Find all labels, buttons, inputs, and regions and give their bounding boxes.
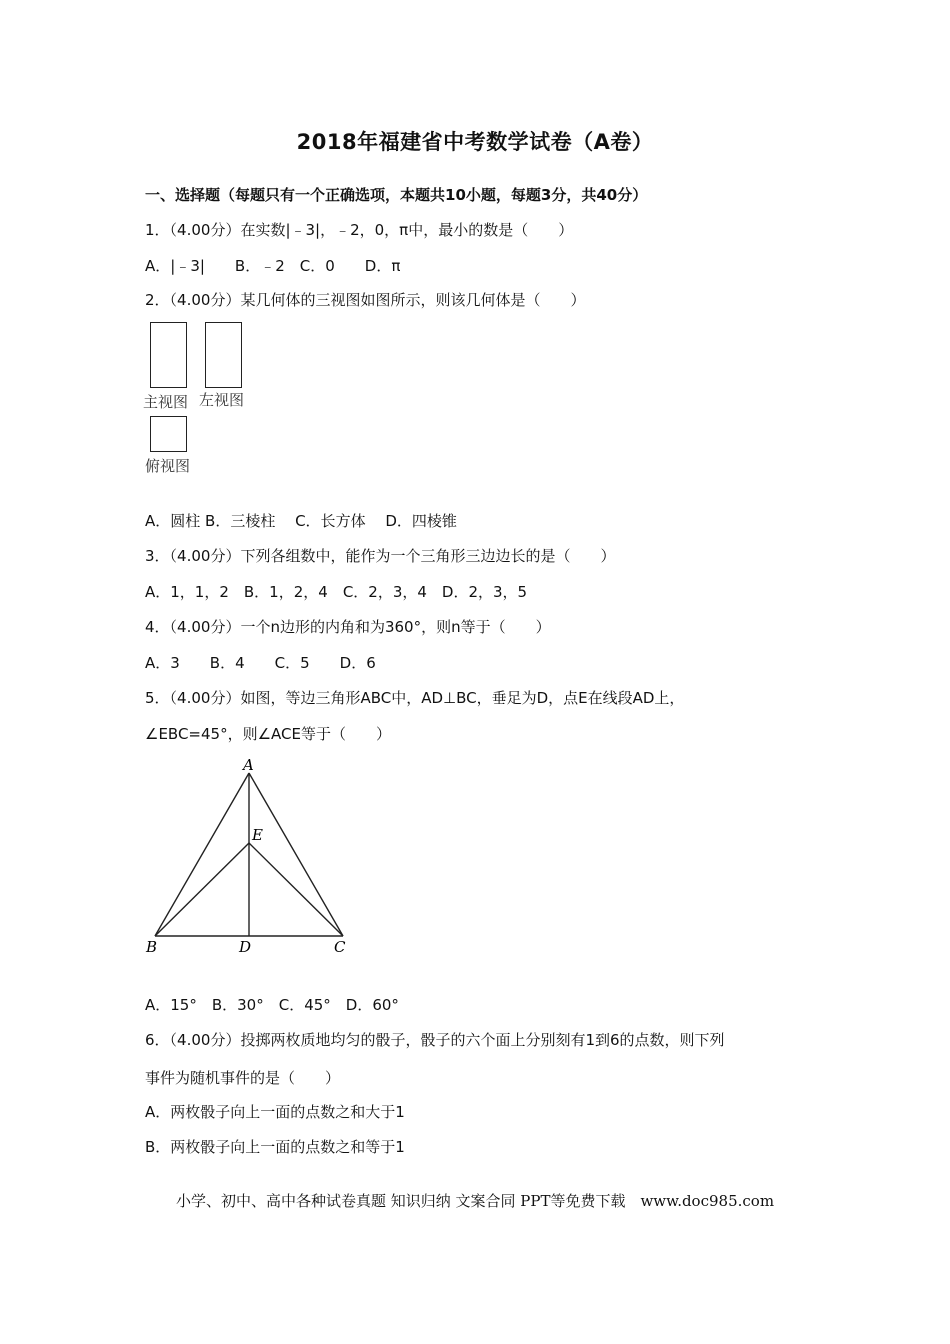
question-4-stem: 4．（4.00分）一个n边形的内角和为360°，则n等于（ ）	[145, 618, 551, 636]
label-d: D	[239, 938, 252, 956]
question-5-options: A．15° B．30° C．45° D．60°	[145, 996, 399, 1014]
question-5-stem-line1: 5．（4.00分）如图，等边三角形ABC中，AD⊥BC，垂足为D，点E在线段AD上，	[145, 689, 685, 707]
question-2-stem: 2．（4.00分）某几何体的三视图如图所示，则该几何体是（ ）	[145, 291, 586, 309]
question-6-option-a: A．两枚骰子向上一面的点数之和大于1	[145, 1103, 405, 1121]
front-view-rect	[150, 322, 187, 388]
question-6-stem-line1: 6．（4.00分）投掷两枚质地均匀的骰子，骰子的六个面上分别刻有1到6的点数，则下列	[145, 1031, 725, 1049]
question-6-option-b: B．两枚骰子向上一面的点数之和等于1	[145, 1138, 405, 1156]
top-view-rect	[150, 416, 187, 452]
label-b: B	[146, 938, 158, 956]
question-1-options: A．|﹣3| B．﹣2 C．0 D．π	[145, 257, 401, 275]
question-1-stem: 1．（4.00分）在实数|﹣3|，﹣2，0，π中，最小的数是（ ）	[145, 221, 574, 239]
side-ac	[249, 773, 343, 936]
top-view-label: 俯视图	[145, 457, 191, 475]
front-view-label: 主视图	[143, 393, 189, 411]
triangle-figure	[140, 752, 360, 962]
question-5-stem-line2: ∠EBC=45°，则∠ACE等于（ ）	[145, 725, 391, 743]
label-c: C	[334, 938, 346, 956]
question-3-stem: 3．（4.00分）下列各组数中，能作为一个三角形三边边长的是（ ）	[145, 547, 616, 565]
label-e: E	[252, 826, 263, 844]
question-2-options: A．圆柱 B．三棱柱 C．长方体 D．四棱锥	[145, 512, 457, 530]
question-3-options: A．1，1，2 B．1，2，4 C．2，3，4 D．2，3，5	[145, 583, 528, 601]
question-6-stem-line2: 事件为随机事件的是（ ）	[145, 1069, 341, 1087]
label-a: A	[243, 756, 254, 774]
question-4-options: A．3 B．4 C．5 D．6	[145, 654, 376, 672]
page-title: 2018年福建省中考数学试卷（A卷）	[296, 130, 654, 154]
section-heading: 一、选择题（每题只有一个正确选项，本题共10小题，每题3分，共40分）	[145, 186, 648, 204]
page-footer: 小学、初中、高中各种试卷真题 知识归纳 文案合同 PPT等免费下载 www.doc985.com	[175, 1192, 775, 1210]
left-view-label: 左视图	[199, 391, 245, 409]
left-view-rect	[205, 322, 242, 388]
segment-be	[155, 843, 249, 936]
side-ab	[155, 773, 249, 936]
segment-ce	[249, 843, 343, 936]
